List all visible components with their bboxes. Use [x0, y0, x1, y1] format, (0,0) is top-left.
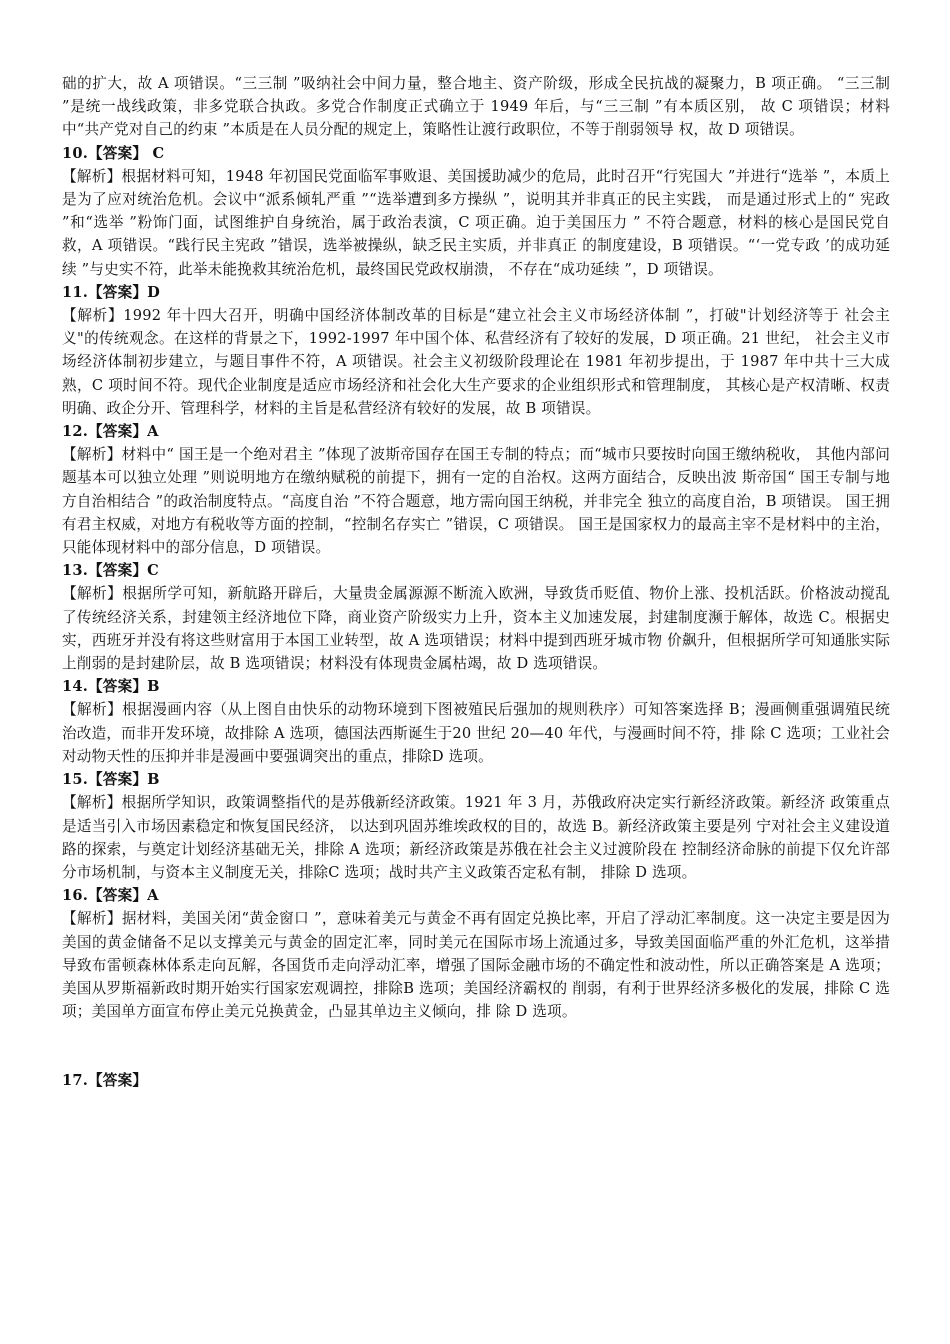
answer-heading-16: 16.【答案】A: [62, 887, 159, 905]
answer-heading-11: 11.【答案】D: [62, 283, 161, 301]
answer-heading-15: 15.【答案】B: [62, 771, 160, 789]
answer-heading-17: 17.【答案】: [62, 1072, 148, 1090]
answer-heading-10: 10.【答案】 C: [62, 144, 165, 162]
analysis-14: 【解析】根据漫画内容（从上图自由快乐的动物环境到下图被殖民后强加的规则秩序）可知答案选择 B；漫画侧重强调殖民统治改造，而非开发环境，故排除 A 选项，德国法西斯诞生于20 世纪 20—40 年代，与漫画时间不符，排 除 C 选项；工业社会对动物天性的压抑并非是漫画中要强调突出的重点，排除D 选项。: [62, 701, 890, 765]
paragraph-continuation: 础的扩大，故 A 项错误。“三三制 ”吸纳社会中间力量，整合地主、资产阶级，形成全民抗战的凝聚力，B 项正确。 “三三制 ”是统一战线政策，非多党联合执政。多党合作制度正式确立于 1949 年后，与“三三制 ”有本质区别， 故 C 项错误；材料中“共产党对自己的约束 ”本质是在人员分配的规定上，策略性让渡行政职位，不等于削弱领导 权，故 D 项错误。: [62, 75, 890, 139]
answer-heading-12: 12.【答案】A: [62, 423, 159, 441]
analysis-11: 【解析】1992 年十四大召开，明确中国经济体制改革的目标是“建立社会主义市场经济体制 ”，打破"计划经济等于 社会主义"的传统观念。在这样的背景之下，1992-1997 年中国个体、私营经济有了较好的发展，D 项正确。21 世纪， 社会主义市场经济体制初步建立，与题目事件不符，A 项错误。社会主义初级阶段理论在 1981 年初步提出，于 1987 年中共十三大成熟，C 项时间不符。现代企业制度是适应市场经济和社会化大生产要求的企业组织形式和管理制度， 其核心是产权清晰、权责明确、政企分开、管理科学，材料的主旨是私营经济有较好的发展，故 B 项错误。: [62, 307, 890, 417]
answer-heading-14: 14.【答案】B: [62, 678, 160, 696]
answer-heading-13: 13.【答案】C: [62, 562, 159, 580]
analysis-12: 【解析】材料中“ 国王是一个绝对君主 ”体现了波斯帝国存在国王专制的特点；而“城市只要按时向国王缴纳税收， 其他内部问题基本可以独立处理 ”则说明地方在缴纳赋税的前提下，拥有一定的自治权。这两方面结合，反映出波 斯帝国“ 国王专制与地方自治相结合 ”的政治制度特点。“高度自治 ”不符合题意，地方需向国王纳税，并非完全 独立的高度自治，B 项错误。 国王拥有君主权威，对地方有税收等方面的控制，“控制名存实亡 ”错误，C 项错误。 国王是国家权力的最高主宰不是材料中的主治，只能体现材料中的部分信息，D 项错误。: [62, 446, 890, 557]
analysis-13: 【解析】根据所学可知，新航路开辟后，大量贵金属源源不断流入欧洲，导致货币贬值、物价上涨、投机活跃。价格波动搅乱了传统经济关系，封建领主经济地位下降，商业资产阶级实力上升，资本主义加速发展，封建制度濒于解体，故选 C。根据史实，西班牙并没有将这些财富用于本国工业转型，故 A 选项错误；材料中提到西班牙城市物 价飙升，但根据所学可知通胀实际上削弱的是封建阶层，故 B 选项错误；材料没有体现贵金属枯竭，故 D 选项错误。: [62, 585, 890, 673]
section-gap: [62, 1023, 890, 1069]
analysis-10: 【解析】根据材料可知，1948 年初国民党面临军事败退、美国援助减少的危局，此时召开“行宪国大 ”并进行“选举 ”，本质上是为了应对统治危机。会议中“派系倾轧严重 ”“选举遭到多方操纵 ”，说明其并非真正的民主实践， 而是通过形式上的“ 宪政 ”和“选举 ”粉饰门面，试图维护自身统治，属于政治表演，C 项正确。迫于美国压力 ” 不符合题意，材料的核心是国民党自救，A 项错误。“践行民主宪政 ”错误，选举被操纵，缺乏民主实质，并非真正 的制度建设，B 项错误。“‘一党专政 ’的成功延续 ”与史实不符，此举未能挽救其统治危机，最终国民党政权崩溃， 不存在“成功延续 ”，D 项错误。: [62, 167, 890, 278]
analysis-15: 【解析】根据所学知识，政策调整指代的是苏俄新经济政策。1921 年 3 月，苏俄政府决定实行新经济政策。新经济 政策重点是适当引入市场因素稳定和恢复国民经济， 以达到巩固苏维埃政权的目的，故选 B。新经济政策主要是列 宁对社会主义建设道路的探索，与奠定计划经济基础无关，排除 A 选项；新经济政策是苏俄在社会主义过渡阶段在 控制经济命脉的前提下仅允许部分市场机制，与资本主义制度无关，排除C 选项；战时共产主义政策否定私有制， 排除 D 选项。: [62, 794, 890, 881]
analysis-16: 【解析】据材料，美国关闭“黄金窗口 ”，意味着美元与黄金不再有固定兑换比率，开启了浮动汇率制度。这一决定主要是因为美国的黄金储备不足以支撑美元与黄金的固定汇率，同时美元在国际市场上流通过多，导致美国面临严重的外汇危机，这举措导致布雷顿森林体系走向瓦解，各国货币走向浮动汇率，增强了国际金融市场的不确定性和波动性，所以正确答案是 A 选项；美国从罗斯福新政时期开始实行国家宏观调控，排除B 选项；美国经济霸权的 削弱，有利于世界经济多极化的发展，排除 C 选项；美国单方面宣布停止美元兑换黄金，凸显其单边主义倾向，排 除 D 选项。: [62, 910, 890, 1021]
